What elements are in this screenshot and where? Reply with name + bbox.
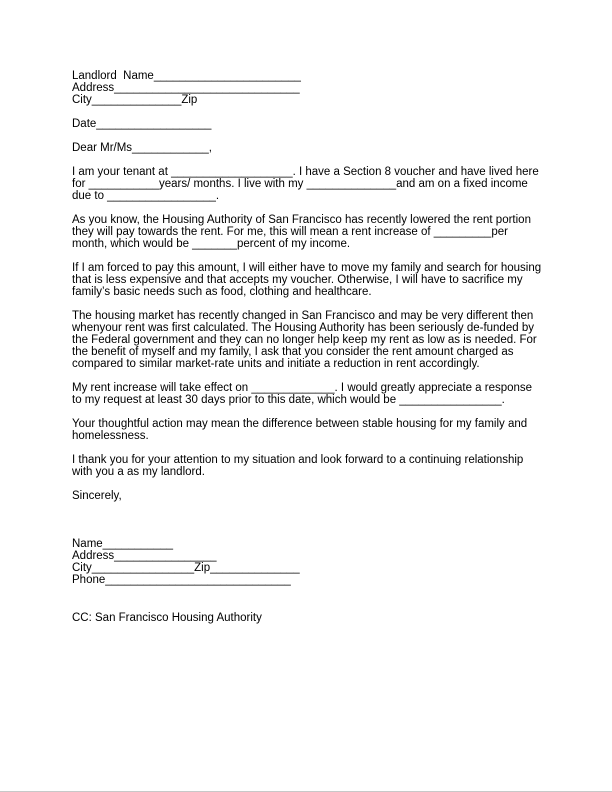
paragraph-rent-portion: As you know, the Housing Authority of San Francisco has recently lowered the rent portion they will pay towards the rent. For me, this will mean a rent increase of _________per month, which would be _______percent of my income. (72, 214, 531, 250)
salutation: Dear Mr/Ms____________, (72, 142, 212, 154)
paragraph-thanks: I thank you for your attention to my situation and look forward to a continuing relationship with you a as my landlord. (72, 454, 524, 478)
paragraph-thoughtful-action: Your thoughtful action may mean the difference between stable housing for my family and homelessness. (72, 418, 528, 442)
landlord-name-field: Landlord Name_______________________ (72, 70, 301, 82)
letter-body (72, 70, 542, 624)
paragraph-market-change: The housing market has recently changed in San Francisco and may be very different then whenyour rent was first calculated. The Housing Authority has been seriously de-funded by the Federal government and they can no longer help keep my rent as low as is needed. For the benefit of myself and my family, I ask that you consider the rent amount charged as compared to similar market-rate units and initiate a reduction in rent accordingly. (72, 310, 537, 370)
signature-block (72, 538, 542, 586)
paragraph-effective-date: My rent increase will take effect on _____________. I would greatly appreciate a response to my request at least 30 days prior to this date, which would be ________________. (72, 382, 533, 406)
tenant-phone-field: Phone_____________________________ (72, 574, 291, 586)
tenant-address-field: Address________________ (72, 550, 217, 562)
landlord-address-block (72, 70, 542, 106)
tenant-name-field: Name___________ (72, 538, 174, 550)
tenant-city-zip-field: City________________Zip______________ (72, 562, 300, 574)
paragraph-tenant-intro: I am your tenant at ___________________. I have a Section 8 voucher and have lived here for ___________years/ months. I live with my ______________and am on a fixed income due to _________________. (72, 166, 539, 202)
paragraph-hardship: If I am forced to pay this amount, I will either have to move my family and search for housing that is less expensive and that accepts my voucher. Otherwise, I will have to sacrifice my family’s basic needs such as food, clothing and healthcare. (72, 262, 542, 298)
landlord-address-field: Address_____________________________ (72, 82, 300, 94)
closing: Sincerely, (72, 490, 122, 502)
date-field: Date__________________ (72, 118, 212, 130)
cc-line: CC: San Francisco Housing Authority (72, 612, 262, 624)
landlord-city-zip-field: City______________Zip (72, 94, 198, 106)
